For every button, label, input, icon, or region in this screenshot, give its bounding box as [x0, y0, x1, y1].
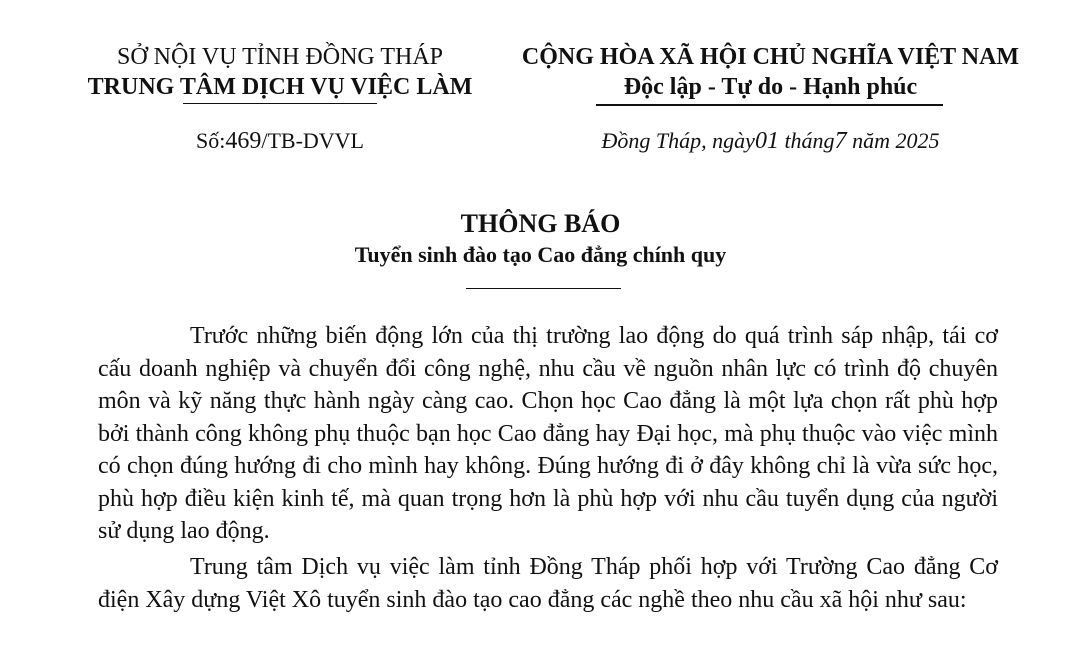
date-day: 01 — [754, 128, 779, 154]
document-number-suffix: /TB-DVVL — [261, 128, 364, 153]
document-date — [498, 128, 1043, 155]
document-title: THÔNG BÁO — [460, 209, 621, 238]
motto-underline — [596, 104, 943, 106]
title-separator — [466, 288, 621, 289]
issuing-organization: TRUNG TÂM DỊCH VỤ VIỆC LÀM — [87, 74, 473, 100]
national-title: CỘNG HÒA XÃ HỘI CHỦ NGHĨA VIỆT NAM — [521, 44, 1020, 70]
organization-underline — [183, 103, 377, 104]
date-year: năm 2025 — [846, 128, 940, 153]
date-month: 7 — [834, 128, 847, 154]
document-subtitle: Tuyển sinh đào tạo Cao đẳng chính quy — [354, 242, 727, 267]
issuing-authority-parent: SỞ NỘI VỤ TỈNH ĐỒNG THÁP — [116, 44, 443, 70]
date-place: Đồng Tháp, ngày — [601, 128, 755, 153]
body-paragraph-2: Trung tâm Dịch vụ việc làm tỉnh Đồng Tháp phối hợp với Trường Cao đẳng Cơ điện Xây dựng Việt Xô tuyển sinh đào tạo cao đẳng các nghề theo nhu cầu xã hội như sau: — [98, 554, 998, 613]
document-number-prefix: Số: — [195, 128, 226, 153]
document-number — [40, 128, 520, 155]
national-motto: Độc lập - Tự do - Hạnh phúc — [623, 74, 918, 100]
document-number-value: 469 — [225, 128, 262, 154]
body-paragraph-1: Trước những biến động lớn của thị trường lao động do quá trình sáp nhập, tái cơ cấu doanh nghiệp và chuyển đổi công nghệ, nhu cầu về nguồn nhân lực có trình độ chuyên môn và kỹ năng thực hành ngày càng cao. Chọn học Cao đẳng là một lựa chọn rất phù hợp bởi thành công không phụ thuộc bạn học Cao đẳng hay Đại học, mà phụ thuộc vào việc mình có chọn đúng hướng đi cho mình hay không. Đúng hướng đi ở đây không chỉ là vừa sức học, phù hợp điều kiện kinh tế, mà quan trọng hơn là phù hợp với nhu cầu tuyển dụng của người sử dụng lao động. — [98, 323, 998, 544]
date-month-word: tháng — [778, 128, 835, 153]
